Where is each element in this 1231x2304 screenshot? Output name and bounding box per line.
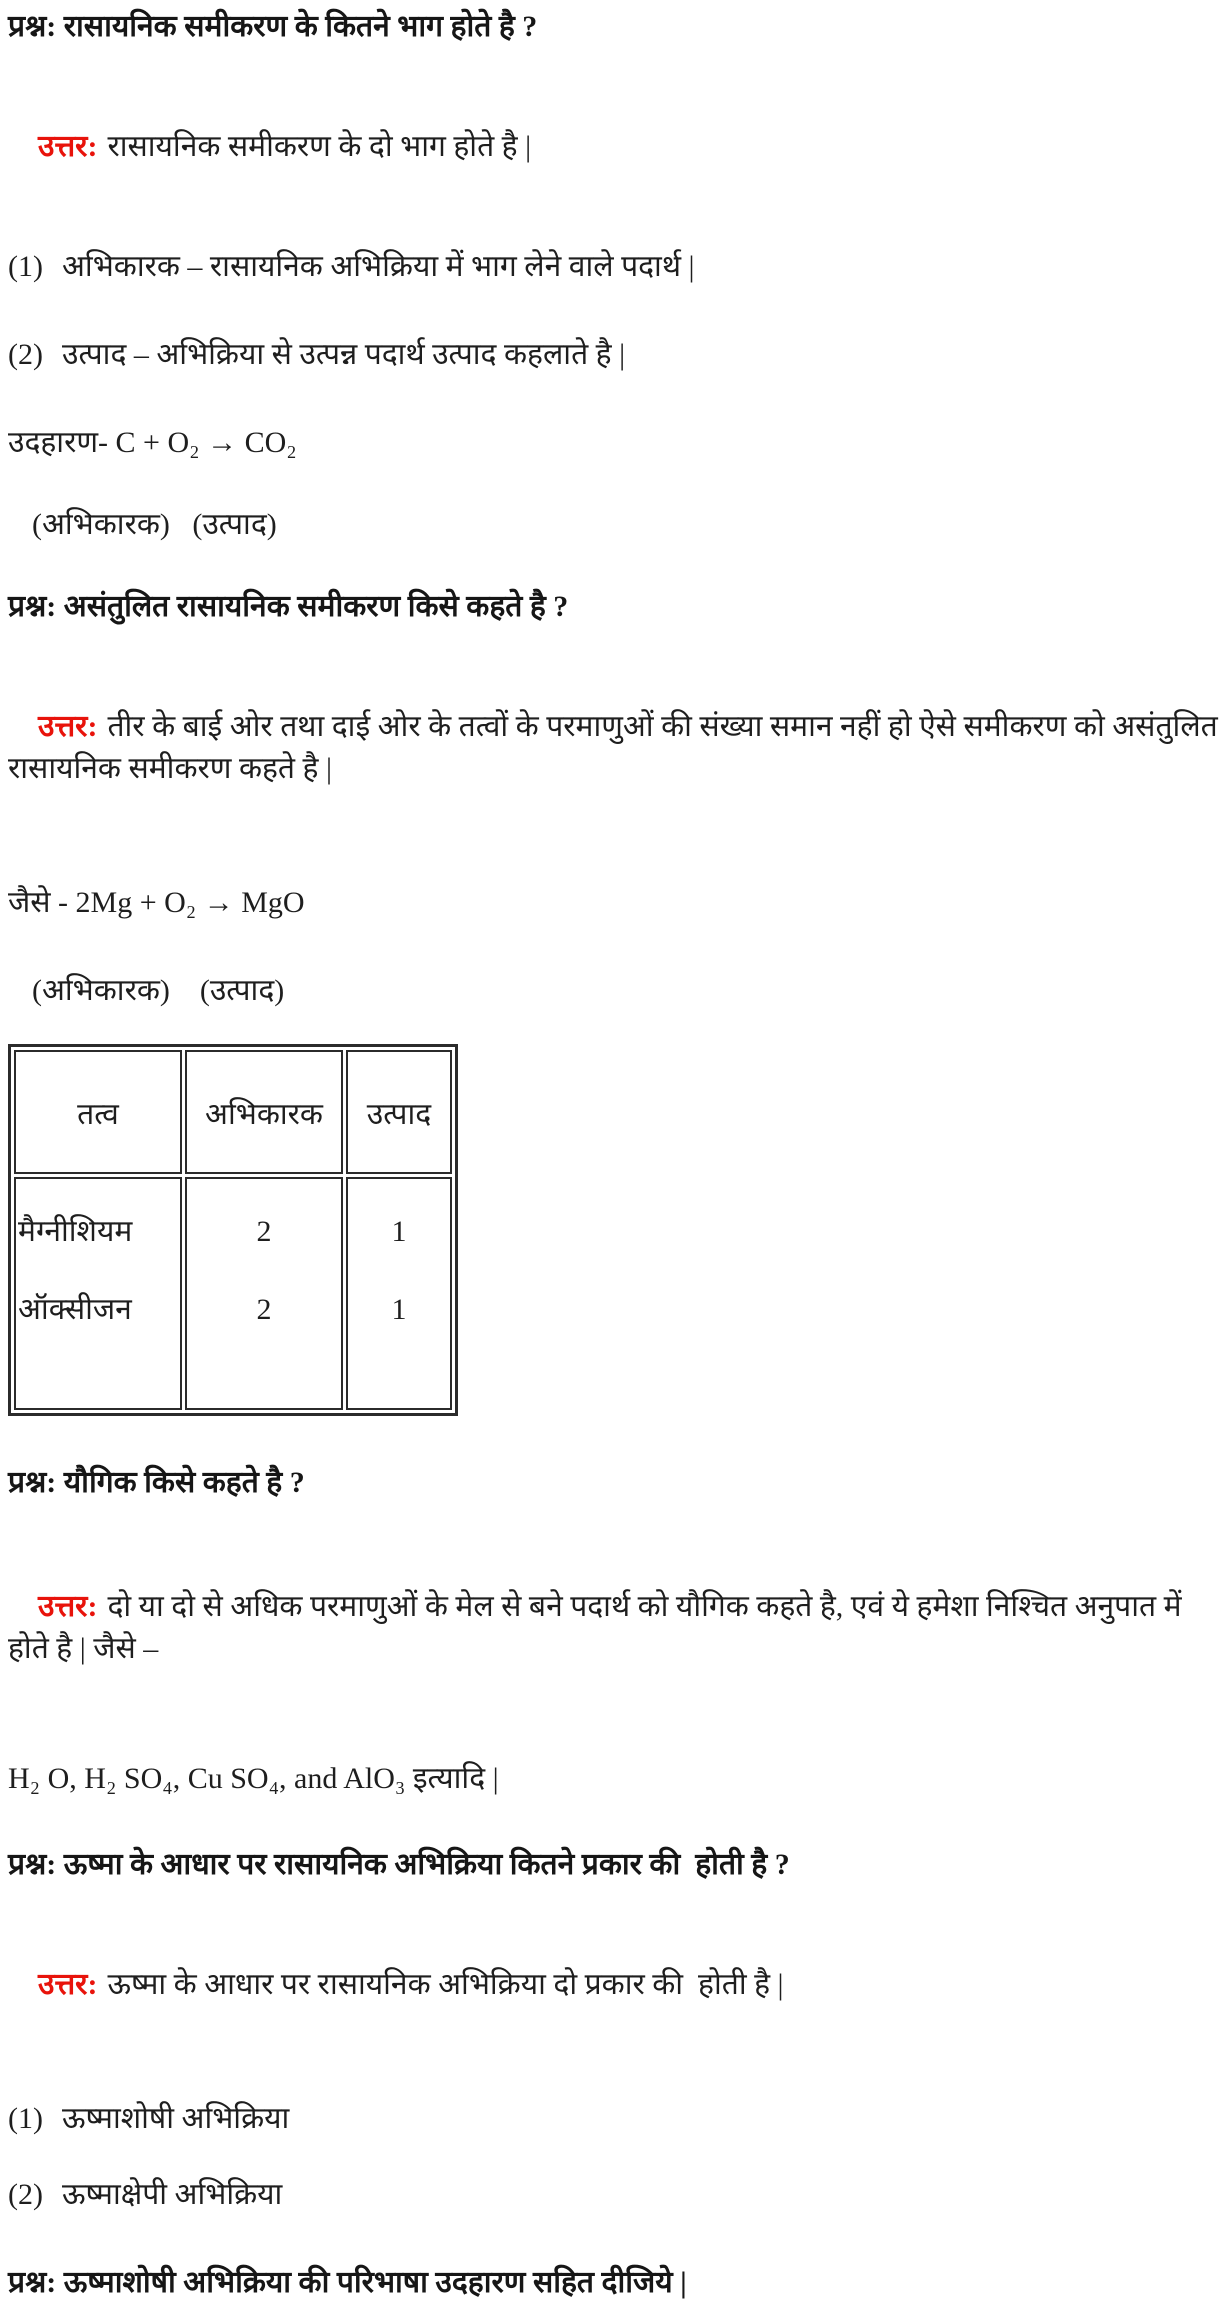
answer-4-label: उत्तर: xyxy=(38,1968,98,2001)
answer-4-text: ऊष्मा के आधार पर रासायनिक अभिक्रिया दो प्रकार की होती है | xyxy=(107,1968,784,2001)
answer-2 xyxy=(8,664,1226,832)
table-header-element: तत्व xyxy=(14,1050,182,1174)
answer-4 xyxy=(8,1922,1221,2048)
answer-2-label: उत्तर: xyxy=(38,710,98,743)
list-item-3 xyxy=(8,2098,1221,2140)
table-header-reactant: अभिकारक xyxy=(185,1050,343,1174)
answer-1-text: रासायनिक समीकरण के दो भाग होते है | xyxy=(107,130,532,163)
question-5-heading: प्रश्न: ऊष्माशोषी अभिक्रिया की परिभाषा उदहारण सहित दीजिये | xyxy=(8,2266,687,2299)
equation-example-1: उदहारण- C + O₂ → CO₂ xyxy=(8,426,297,459)
question-2-heading: प्रश्न: असंतुलित रासायनिक समीकरण किसे कहते है ? xyxy=(8,590,569,623)
reactant-count-oxygen: 2 xyxy=(256,1293,272,1326)
elements-table xyxy=(8,1044,458,1416)
answer-3-label: उत्तर: xyxy=(38,1590,98,1623)
table-body-row xyxy=(14,1177,452,1410)
product-count-magnesium: 1 xyxy=(391,1215,407,1248)
compound-formulas-line: H₂ O, H₂ SO₄, Cu SO₄, and AlO₃ इत्यादि | xyxy=(8,1762,499,1795)
element-name-magnesium: मैग्नीशियम xyxy=(18,1215,133,1248)
table-cell-product-counts xyxy=(346,1177,452,1410)
answer-2-text: तीर के बाई ओर तथा दाई ओर के तत्वों के परमाणुओं की संख्या समान नहीं हो ऐसे समीकरण को असंतुलित रासायनिक समीकरण कहते है | xyxy=(8,710,1226,785)
reactant-product-labels-2: (अभिकारक) (उत्पाद) xyxy=(32,974,285,1007)
list-item-4-number: (2) xyxy=(8,2178,43,2211)
reactant-count-magnesium: 2 xyxy=(256,1215,272,1248)
list-item-1-number: (1) xyxy=(8,250,43,283)
equation-example-2: जैसे - 2Mg + O₂ → MgO xyxy=(8,886,305,919)
table-cell-reactant-counts xyxy=(185,1177,343,1410)
answer-3 xyxy=(8,1544,1221,1712)
element-name-oxygen: ऑक्सीजन xyxy=(18,1293,132,1326)
table-header-row xyxy=(14,1050,452,1174)
answer-1 xyxy=(8,84,1221,210)
list-item-1-text: अभिकारक – रासायनिक अभिक्रिया में भाग लेने वाले पदार्थ | xyxy=(62,250,695,283)
list-item-1 xyxy=(8,246,1221,288)
list-item-3-text: ऊष्माशोषी अभिक्रिया xyxy=(62,2102,290,2135)
question-3-heading: प्रश्न: यौगिक किसे कहते है ? xyxy=(8,1466,305,1499)
list-item-4 xyxy=(8,2174,1221,2216)
question-4-heading: प्रश्न: ऊष्मा के आधार पर रासायनिक अभिक्रिया कितने प्रकार की होती है ? xyxy=(8,1848,790,1881)
question-1-heading: प्रश्न: रासायनिक समीकरण के कितने भाग होते है ? xyxy=(8,10,538,43)
product-count-oxygen: 1 xyxy=(391,1293,407,1326)
list-item-3-number: (1) xyxy=(8,2102,43,2135)
list-item-2-number: (2) xyxy=(8,338,43,371)
answer-1-label: उत्तर: xyxy=(38,130,98,163)
answer-3-text: दो या दो से अधिक परमाणुओं के मेल से बने पदार्थ को यौगिक कहते है, एवं ये हमेशा निश्चित अनुपात में होते है | जैसे – xyxy=(8,1590,1190,1665)
reactant-product-labels-1: (अभिकारक) (उत्पाद) xyxy=(32,508,277,541)
list-item-2-text: उत्पाद – अभिक्रिया से उत्पन्न पदार्थ उत्पाद कहलाते है | xyxy=(62,338,626,371)
table-cell-elements xyxy=(14,1177,182,1410)
table-header-product: उत्पाद xyxy=(346,1050,452,1174)
list-item-2 xyxy=(8,334,1221,376)
list-item-4-text: ऊष्माक्षेपी अभिक्रिया xyxy=(62,2178,283,2211)
